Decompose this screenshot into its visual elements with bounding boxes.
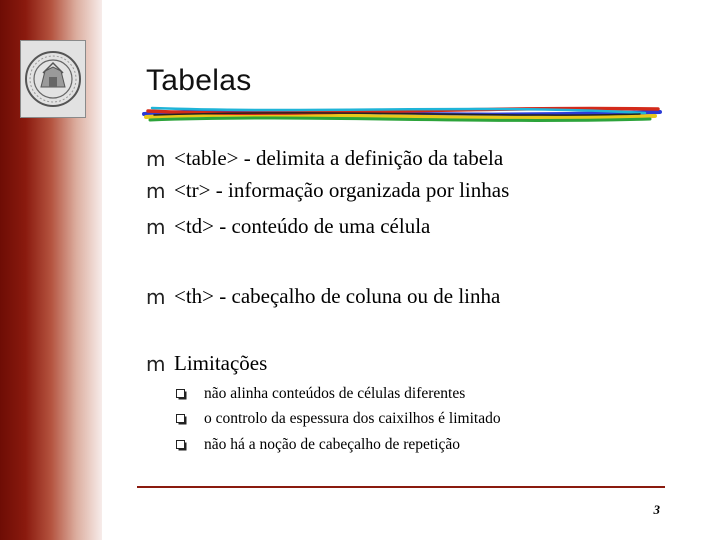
rainbow-brush-stroke-icon: [140, 102, 665, 126]
sub-bullet-text: não alinha conteúdos de células diferentes: [204, 385, 466, 402]
sub-bullet-text: o controlo da espessura dos caixilhos é limitado: [204, 410, 501, 427]
bullet-text-limitacoes: Limitações: [174, 351, 268, 375]
checkbox-bullet-icon: [176, 414, 187, 425]
bullet-text-td: <td> - conteúdo de uma célula: [174, 214, 431, 238]
university-seal-icon: [20, 40, 86, 118]
checkbox-bullet-icon: [176, 440, 187, 451]
slide-title: Tabelas: [146, 64, 252, 97]
checkbox-bullet-icon: [176, 389, 187, 400]
bullet-text-tr: <tr> - informação organizada por linhas: [174, 178, 510, 202]
footer-divider: [137, 486, 665, 488]
page-number: 3: [653, 502, 660, 517]
bullet-marker: m: [146, 215, 166, 239]
bullet-marker: m: [146, 285, 166, 309]
bullet-text-table: <table> - delimita a definição da tabela: [174, 146, 504, 170]
bullet-marker: m: [146, 352, 166, 376]
bullet-text-th: <th> - cabeçalho de coluna ou de linha: [174, 284, 501, 308]
bullet-marker: m: [146, 147, 166, 171]
bullet-marker: m: [146, 179, 166, 203]
sub-bullet-text: não há a noção de cabeçalho de repetição: [204, 436, 461, 453]
